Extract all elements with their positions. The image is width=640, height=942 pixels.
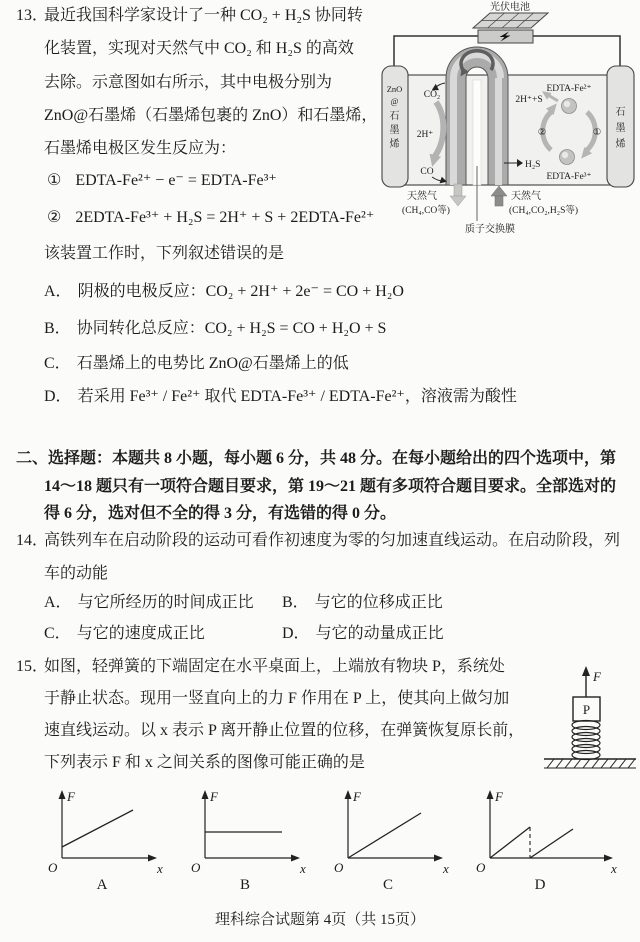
section2-line-3: 得 6 分，选对但不全的得 3 分，有选错的得 0 分。 [44, 505, 397, 522]
svg-text:石: 石 [615, 107, 626, 118]
q15-line-1: 如图，轻弹簧的下端固定在水平桌面上，上端放有物块 P，系统处 [44, 658, 505, 675]
svg-text:@: @ [390, 96, 399, 106]
svg-text:O: O [476, 860, 486, 875]
q15-graph-a [40, 785, 190, 897]
q13-line-5: 石墨烯电极区发生反应为： [44, 140, 237, 157]
svg-text:石: 石 [389, 111, 400, 122]
left-electrode [382, 66, 408, 187]
q14-line-1: 高铁列车在启动阶段的运动可看作初速度为零的匀加速直线运动。在启动阶段，列 [44, 532, 621, 549]
q13-line-3: 去除。示意图如右所示，其中电极分别为 [44, 74, 333, 91]
gas-out-arrow [450, 184, 466, 206]
page-footer: 理科综合试题第 4页（共 15页） [214, 912, 425, 928]
h2s-label: H₂S [525, 160, 541, 170]
co-label: CO [420, 167, 434, 177]
q14-option-b: B． 与它的位移成正比 [282, 594, 443, 611]
svg-text:x: x [611, 861, 617, 876]
solar-panel-icon [473, 13, 548, 28]
svg-text:F: F [495, 789, 503, 804]
q15-spring-figure [540, 660, 640, 775]
q14-option-a: A． 与它所经历的时间成正比 [44, 594, 254, 611]
curve-a [62, 810, 133, 847]
curve-c [348, 813, 421, 858]
curve-d-segment-2 [530, 829, 573, 858]
q13-equation-1 [47, 170, 277, 192]
q13-number: 13． [16, 7, 49, 24]
q13-equation-2 [47, 207, 374, 229]
gas-in-arrow [491, 186, 507, 206]
q15-number: 15． [16, 658, 49, 675]
q13-line-4: ZnO@石墨烯（石墨烯包裹的 ZnO）和石墨烯， [44, 107, 378, 124]
svg-text:烯: 烯 [615, 139, 626, 150]
u-tube [446, 47, 508, 185]
x-axis-label: x [157, 861, 163, 876]
svg-text:墨: 墨 [389, 125, 400, 136]
q13-stem: 该装置工作时，下列叙述错误的是 [44, 245, 285, 262]
h-s-product-label: 2H⁺+S [515, 95, 543, 105]
equation-1-text: EDTA-Fe²⁺ − e⁻ = EDTA-Fe³⁺ [75, 172, 277, 189]
q15-graph-c [326, 785, 476, 897]
svg-text:x: x [300, 861, 306, 876]
equation-2-text: 2EDTA-Fe³⁺ + H₂S = 2H⁺ + S + 2EDTA-Fe²⁺ [75, 209, 375, 226]
svg-text:F: F [353, 789, 361, 804]
svg-text:x: x [443, 861, 449, 876]
q14-line-2: 车的动能 [44, 565, 109, 582]
h-plus-label: 2H⁺ [416, 130, 434, 140]
svg-text:O: O [191, 860, 201, 875]
co2-label: CO₂ [423, 90, 441, 100]
edta-fe2-label: EDTA-Fe²⁺ [546, 84, 592, 94]
right-electrode [607, 66, 634, 187]
q15-line-2: 于静止状态。现用一竖直向上的力 F 作用在 P 上，使其向上做匀加 [44, 690, 510, 707]
edta-fe3-label: EDTA-Fe³⁺ [546, 172, 592, 182]
block-label: P [582, 702, 591, 717]
gas-out-label: 天然气 [407, 191, 437, 202]
svg-text:O: O [334, 860, 344, 875]
svg-text:烯: 烯 [389, 139, 400, 150]
spring-icon [572, 721, 600, 760]
graph-c-letter: C [382, 877, 394, 893]
section2-line-2: 14～18 题只有一项符合题目要求，第 19～21 题有多项符合题目要求。全部选对的 [44, 478, 617, 495]
graph-d-letter: D [534, 877, 546, 893]
q13-option-b: B． 协同转化总反应：CO₂ + H₂S = CO + H₂O + S [44, 320, 387, 337]
q14-option-c: C． 与它的速度成正比 [44, 625, 205, 642]
origin-label: O [48, 860, 58, 875]
curve-d-segment-1 [490, 827, 530, 858]
gas-in-label: 天然气 [511, 191, 541, 202]
svg-text:ZnO: ZnO [386, 84, 403, 94]
f-axis-label: F [67, 789, 75, 804]
q13-line-1: 最近我国科学家设计了一种 CO₂ + H₂S 协同转 [44, 7, 363, 24]
force-label: F [593, 669, 601, 684]
q15-graph-d [468, 785, 618, 897]
gas-out-formula: (CH₄,CO等) [402, 206, 450, 216]
graph-a-letter: A [96, 877, 108, 893]
membrane-label: 质子交换膜 [465, 224, 515, 235]
q15-line-4: 下列表示 F 和 x 之间关系的图像可能正确的是 [44, 754, 365, 771]
gas-in-formula: (CH₄,CO₂,H₂S等) [509, 206, 579, 216]
q14-number: 14． [16, 532, 49, 549]
q15-graph-b [183, 785, 333, 897]
ground-hatch [544, 759, 636, 768]
q13-line-2: 化装置，实现对天然气中 CO₂ 和 H₂S 的高效 [44, 40, 354, 57]
q13-option-d: D． 若采用 Fe³⁺ / Fe²⁺ 取代 EDTA-Fe³⁺ / EDTA-Fe²⁺，溶液需为酸性 [44, 388, 517, 405]
equation-2-marker: ② [47, 209, 62, 226]
svg-text:F: F [210, 789, 218, 804]
q13-option-a: A． 阴极的电极反应：CO₂ + 2H⁺ + 2e⁻ = CO + H₂O [44, 283, 404, 300]
q15-line-3: 速直线运动。以 x 表示 P 离开静止位置的位移，在弹簧恢复原长前， [44, 722, 525, 739]
q13-option-c: C． 石墨烯上的电势比 ZnO@石墨烯上的低 [44, 355, 349, 372]
step2-label: ② [537, 128, 547, 138]
power-box-icon [478, 30, 533, 43]
q14-option-d: D． 与它的动量成正比 [282, 625, 444, 642]
solar-panel-label: 光伏电池 [490, 2, 530, 13]
graph-b-letter: B [239, 877, 251, 893]
q13-cell-diagram [378, 0, 640, 240]
section2-line-1: 二、选择题：本题共 8 小题，每小题 6 分，共 48 分。在每小题给出的四个选项中，第 [16, 450, 617, 467]
step1-label: ① [592, 128, 602, 138]
equation-1-marker: ① [47, 172, 62, 189]
svg-text:墨: 墨 [615, 123, 626, 134]
